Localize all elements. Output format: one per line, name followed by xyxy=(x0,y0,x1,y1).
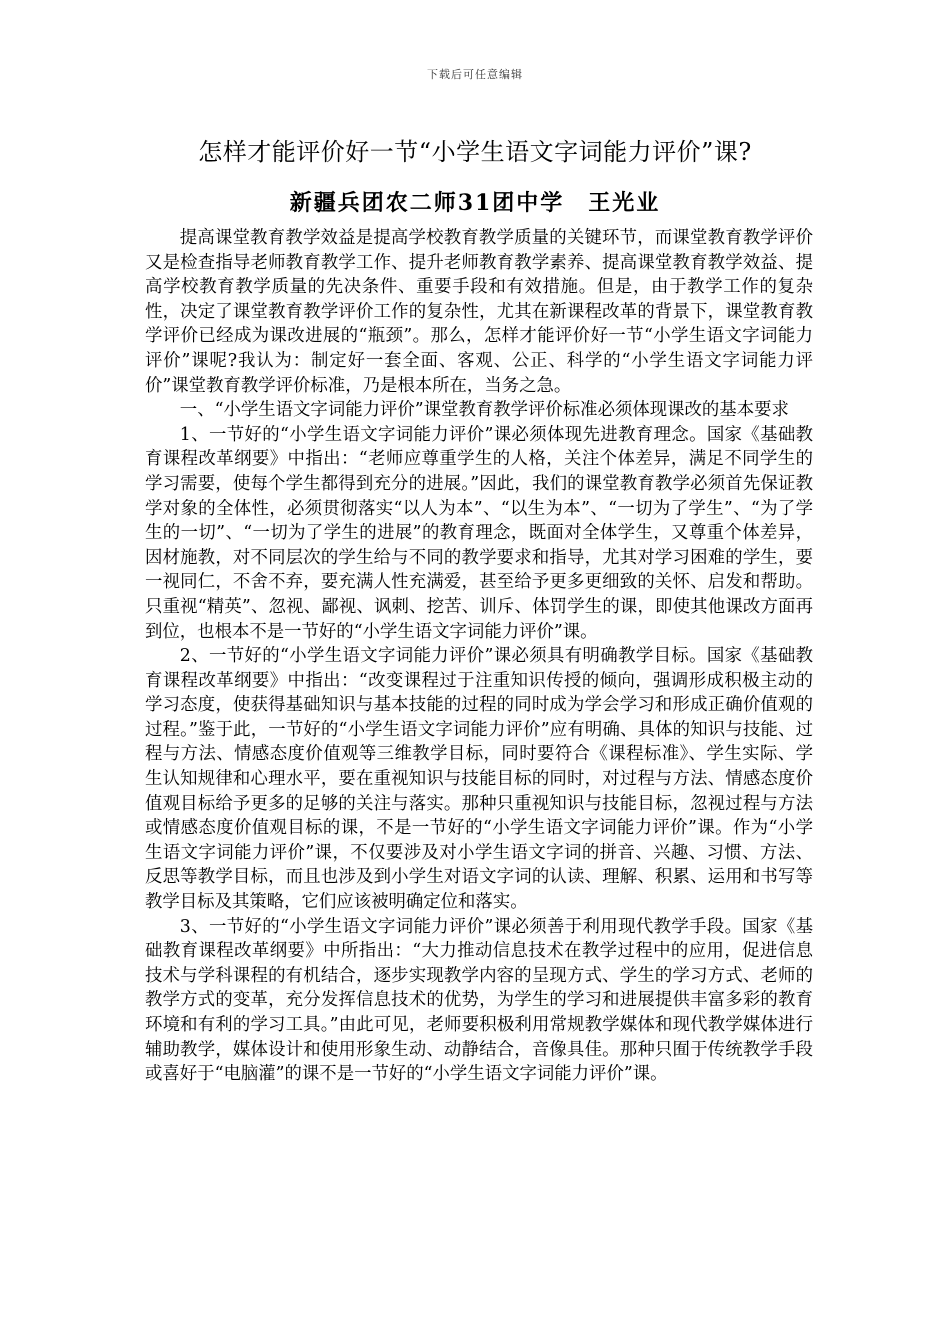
paragraph-intro: 提高课堂教育教学效益是提高学校教育教学质量的关键环节，而课堂教育教学评价又是检查指导老师教育教学工作、提升老师教育教学素养、提高课堂教育教学效益、提高学校教育教学质量的先决条件、重要手段和有效措施。但是，由于教学工作的复杂性，决定了课堂教育教学评价工作的复杂性，尤其在新课程改革的背景下，课堂教育教学评价已经成为课改进展的“瓶颈”。那么，怎样才能评价好一节“小学生语文字词能力评价”课呢?我认为：制定好一套全面、客观、公正、科学的“小学生语文字词能力评价”课堂教育教学评价标准，乃是根本所在，当务之急。 xyxy=(145,228,813,396)
section-heading-1: 一、“小学生语文字词能力评价”课堂教育教学评价标准必须体现课改的基本要求 xyxy=(179,400,789,421)
paragraph-point-3: 3、一节好的“小学生语文字词能力评价”课必须善于利用现代教学手段。国家《基础教育课程改革纲要》中所指出：“大力推动信息技术在教学过程中的应用，促进信息技术与学科课程的有机结合，逐步实现教学内容的呈现方式、学生的学习方式、老师的教学方式的变革，充分发挥信息技术的优势，为学生的学习和进展提供丰富多彩的教育环境和有利的学习工具。”由此可见，老师要积极利用常规教学媒体和现代教学媒体进行辅助教学，媒体设计和使用形象生动、动静结合，音像具佳。那种只囿于传统教学手段或喜好于“电脑灌”的课不是一节好的“小学生语文字词能力评价”课。 xyxy=(145,916,813,1085)
paragraph-point-1: 1、一节好的“小学生语文字词能力评价”课必须体现先进教育理念。国家《基础教育课程改革纲要》中指出：“老师应尊重学生的人格，关注个体差异，满足不同学生的学习需要，使每个学生都得到充分的进展。”因此，我们的课堂教育教学必须首先保证教学对象的全体性，必须贯彻落实“以人为本”、“以生为本”、“一切为了学生”、“为了学生的一切”、“一切为了学生的进展”的教育理念，既面对全体学生，又尊重个体差异，因材施教，对不同层次的学生给与不同的教学要求和指导，尤其对学习困难的学生，要一视同仁，不舍不弃，要充满人性充满爱，甚至给予更多更细致的关怀、启发和帮助。只重视“精英”、忽视、鄙视、讽刺、挖苦、训斥、体罚学生的课，即使其他课改方面再到位，也根本不是一节好的“小学生语文字词能力评价”课。 xyxy=(145,424,813,642)
document-body xyxy=(145,226,813,1087)
document-title: 怎样才能评价好一节“小学生语文字词能力评价”课? xyxy=(198,138,752,166)
author-line: 新疆兵团农二师31团中学 王光业 xyxy=(289,190,661,216)
paragraph-point-2: 2、一节好的“小学生语文字词能力评价”课必须具有明确教学目标。国家《基础教育课程改革纲要》中指出：“改变课程过于注重知识传授的倾向，强调形成积极主动的学习态度，使获得基础知识与基本技能的过程的同时成为学会学习和形成正确价值观的过程。”鉴于此，一节好的“小学生语文字词能力评价”应有明确、具体的知识与技能、过程与方法、情感态度价值观等三维教学目标，同时要符合《课程标准》、学生实际、学生认知规律和心理水平，要在重视知识与技能目标的同时，对过程与方法、情感态度价值观目标给予更多的足够的关注与落实。那种只重视知识与技能目标，忽视过程与方法或情感态度价值观目标的课，不是一节好的“小学生语文字词能力评价”课。作为“小学生语文字词能力评价”课，不仅要涉及对小学生语文字词的拼音、兴趣、习惯、方法、反思等教学目标，而且也涉及到小学生对语文字词的认读、理解、积累、运用和书写等教学目标及其策略，它们应该被明确定位和落实。 xyxy=(145,646,813,913)
page-header-note: 下载后可任意编辑 xyxy=(427,68,523,81)
